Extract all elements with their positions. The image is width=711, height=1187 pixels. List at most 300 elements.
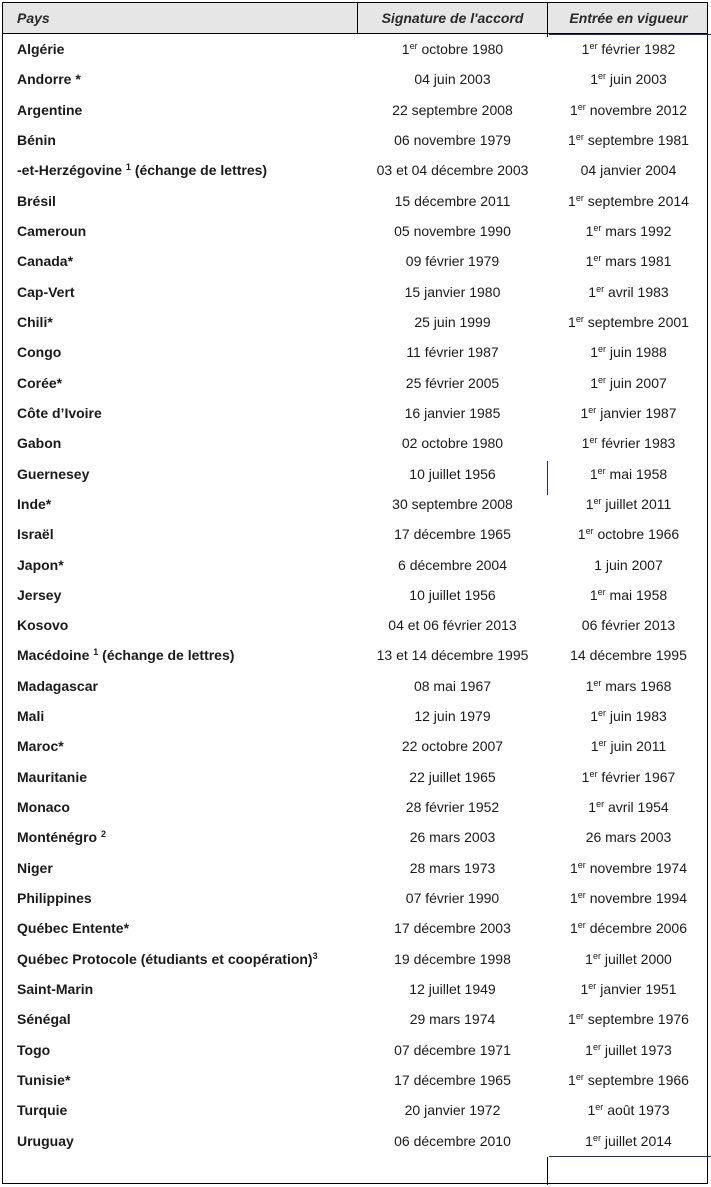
- effective-day: 1: [568, 1072, 576, 1088]
- column-divider-fragment-bottom: [547, 1157, 548, 1185]
- pays-suffix: (échange de lettres): [98, 647, 235, 663]
- cell-signature: [358, 883, 547, 914]
- cell-entree-en-vigueur: [548, 853, 709, 884]
- effective-date: juin 1983: [606, 708, 667, 724]
- signature-date: 25 février 2005: [405, 375, 500, 391]
- cell-signature: [358, 459, 547, 490]
- cell-pays: [17, 307, 53, 338]
- table-row: [3, 974, 707, 1005]
- cell-entree-en-vigueur: [548, 489, 709, 520]
- pays-text: Niger: [17, 860, 53, 876]
- cell-signature: [358, 792, 547, 823]
- cell-signature: [358, 155, 547, 186]
- effective-date: février 1982: [597, 41, 676, 57]
- pays-text: Cap-Vert: [17, 284, 75, 300]
- table-row: [3, 822, 707, 853]
- pays-text: Turquie: [17, 1102, 68, 1118]
- cell-entree-en-vigueur: [548, 610, 709, 641]
- table-row: [3, 1004, 707, 1035]
- cell-entree-en-vigueur: [548, 792, 709, 823]
- signature-date: 19 décembre 1998: [394, 951, 511, 967]
- pays-text: Brésil: [17, 193, 56, 209]
- cell-signature: [358, 913, 547, 944]
- effective-ordinal: er: [593, 496, 602, 506]
- pays-text: Côte d’Ivoire: [17, 405, 102, 421]
- effective-day: 1: [590, 708, 599, 724]
- cell-entree-en-vigueur: [548, 1004, 709, 1035]
- pays-text: Gabon: [17, 435, 62, 451]
- table-row: [3, 216, 707, 247]
- pays-text: Togo: [17, 1042, 51, 1058]
- effective-day: 1: [568, 1011, 576, 1027]
- effective-date: mai 1958: [605, 466, 668, 482]
- cell-pays: [17, 489, 51, 520]
- cell-pays: [17, 368, 62, 399]
- table-row: [3, 428, 707, 459]
- table-row: [3, 64, 707, 95]
- effective-date: novembre 1994: [585, 890, 687, 906]
- table-row: [3, 671, 707, 702]
- table-row: [3, 337, 707, 368]
- signature-date: 25 juin 1999: [414, 314, 491, 330]
- cell-signature: [358, 307, 547, 338]
- cell-pays: [17, 701, 44, 732]
- cell-signature: [358, 580, 547, 611]
- cell-pays: [17, 246, 73, 277]
- table-row: [3, 307, 707, 338]
- table-row: [3, 155, 707, 186]
- cell-entree-en-vigueur: [548, 337, 709, 368]
- cell-signature: [358, 186, 547, 217]
- pays-text: Mali: [17, 708, 45, 724]
- cell-pays: [17, 1126, 74, 1157]
- effective-day: 1: [580, 981, 589, 997]
- effective-ordinal: er: [577, 102, 586, 112]
- cell-signature: [358, 1004, 547, 1035]
- effective-day: 1: [585, 253, 594, 269]
- signature-date: 04 juin 2003: [414, 71, 491, 87]
- effective-ordinal: er: [597, 587, 606, 597]
- effective-date: 1 juin 2007: [594, 557, 663, 573]
- cell-pays: [17, 822, 106, 853]
- pays-text: Madagascar: [17, 678, 98, 694]
- pays-text: Macédoine: [17, 647, 94, 663]
- effective-ordinal: er: [596, 284, 605, 294]
- pays-text: Saint-Marin: [17, 981, 94, 997]
- signature-date: 17 décembre 1965: [394, 526, 511, 542]
- effective-day: 1: [570, 890, 578, 906]
- signature-date: 17 décembre 2003: [394, 920, 511, 936]
- cell-entree-en-vigueur: [548, 307, 709, 338]
- table-row: [3, 883, 707, 914]
- effective-day: 1: [589, 587, 598, 603]
- cell-entree-en-vigueur: [548, 1065, 709, 1096]
- cell-signature: [358, 1035, 547, 1066]
- table-row: [3, 1065, 707, 1096]
- cell-signature: [358, 944, 547, 975]
- cell-pays: [17, 1095, 67, 1126]
- cell-signature: [358, 125, 547, 156]
- effective-day: 1: [568, 132, 576, 148]
- pays-text: Monténégro: [17, 829, 101, 845]
- cell-entree-en-vigueur: [548, 701, 709, 732]
- effective-day: 1: [590, 344, 599, 360]
- signature-date: 05 novembre 1990: [394, 223, 511, 239]
- signature-date: 16 janvier 1985: [404, 405, 501, 421]
- effective-date: janvier 1987: [596, 405, 677, 421]
- pays-text: Japon*: [17, 557, 64, 573]
- effective-date: octobre 1966: [593, 526, 680, 542]
- table-row: [3, 34, 707, 65]
- cell-signature: [358, 1065, 547, 1096]
- pays-text: Algérie: [17, 41, 65, 57]
- agreements-table: [2, 2, 708, 1184]
- effective-ordinal: er: [598, 708, 607, 718]
- cell-pays: [17, 974, 93, 1005]
- effective-date: 04 janvier 2004: [580, 162, 677, 178]
- cell-pays: [17, 1065, 70, 1096]
- effective-day: 1: [581, 41, 590, 57]
- pays-text: Israël: [17, 526, 54, 542]
- effective-date: juillet 1973: [600, 1042, 672, 1058]
- header-divider-1: [357, 3, 358, 33]
- effective-day: 1: [570, 102, 578, 118]
- effective-ordinal: er: [589, 769, 598, 779]
- cell-pays: [17, 944, 318, 975]
- cell-pays: [17, 853, 53, 884]
- cell-signature: [358, 762, 547, 793]
- cell-pays: [17, 155, 267, 186]
- pays-text: Andorre *: [17, 71, 81, 87]
- pays-suffix: (échange de lettres): [130, 162, 268, 178]
- cell-signature: [358, 550, 547, 581]
- effective-day: 1: [580, 405, 589, 421]
- effective-date: août 1973: [603, 1102, 670, 1118]
- effective-ordinal: er: [598, 375, 607, 385]
- effective-day: 1: [568, 193, 576, 209]
- table-row: [3, 731, 707, 762]
- effective-day: 1: [568, 314, 576, 330]
- signature-date: 22 septembre 2008: [392, 102, 513, 118]
- signature-date: 07 décembre 1971: [394, 1042, 511, 1058]
- cell-entree-en-vigueur: [548, 822, 709, 853]
- table-row: [3, 1126, 707, 1157]
- effective-day: 1: [581, 769, 590, 785]
- cell-pays: [17, 337, 61, 368]
- effective-day: 1: [590, 71, 599, 87]
- table-row: [3, 1095, 707, 1126]
- cell-signature: [358, 853, 547, 884]
- table-header: [3, 3, 707, 34]
- effective-date: juin 2011: [606, 738, 667, 754]
- effective-day: 1: [570, 860, 578, 876]
- pays-text: Québec Protocole (étudiants et coopération): [17, 951, 313, 967]
- table-row: [3, 610, 707, 641]
- pays-text: Monaco: [17, 799, 70, 815]
- cell-signature: [358, 610, 547, 641]
- pays-footnote: 2: [101, 829, 107, 839]
- pays-text: Mauritanie: [17, 769, 88, 785]
- cell-pays: [17, 459, 89, 490]
- cell-signature: [358, 1095, 547, 1126]
- cell-signature: [358, 277, 547, 308]
- effective-ordinal: er: [598, 738, 607, 748]
- cell-pays: [17, 277, 75, 308]
- effective-ordinal: er: [575, 193, 584, 203]
- effective-ordinal: er: [575, 132, 584, 142]
- effective-day: 1: [581, 435, 590, 451]
- table-row: [3, 913, 707, 944]
- cell-pays: [17, 1035, 50, 1066]
- effective-ordinal: er: [588, 981, 597, 991]
- signature-date: 28 mars 1973: [409, 860, 496, 876]
- cell-entree-en-vigueur: [548, 550, 709, 581]
- signature-date: 06 décembre 2010: [394, 1133, 511, 1149]
- cell-entree-en-vigueur: [548, 519, 709, 550]
- effective-date: avril 1954: [604, 799, 669, 815]
- pays-text: Inde*: [17, 496, 52, 512]
- signature-ordinal: er: [409, 41, 418, 51]
- table-row: [3, 95, 707, 126]
- effective-date: 06 février 2013: [581, 617, 676, 633]
- pays-text: Bénin: [17, 132, 56, 148]
- cell-signature: [358, 519, 547, 550]
- signature-date: octobre 1980: [417, 41, 504, 57]
- cell-entree-en-vigueur: [548, 186, 709, 217]
- effective-date: mars 1968: [601, 678, 672, 694]
- cell-entree-en-vigueur: [548, 883, 709, 914]
- cell-entree-en-vigueur: [548, 155, 709, 186]
- cell-pays: [17, 550, 64, 581]
- cell-signature: [358, 34, 547, 65]
- cell-signature: [358, 64, 547, 95]
- effective-day: 1: [589, 466, 598, 482]
- signature-date: 20 janvier 1972: [404, 1102, 501, 1118]
- effective-date: septembre 1981: [583, 132, 689, 148]
- effective-ordinal: er: [592, 1133, 601, 1143]
- effective-day: 1: [585, 678, 594, 694]
- effective-day: 1: [588, 799, 597, 815]
- effective-ordinal: er: [593, 678, 602, 688]
- signature-date: 02 octobre 1980: [401, 435, 504, 451]
- effective-ordinal: er: [596, 799, 605, 809]
- table-row: [3, 1035, 707, 1066]
- signature-date: 15 décembre 2011: [394, 193, 511, 209]
- signature-date: 10 juillet 1956: [409, 466, 496, 482]
- cell-pays: [17, 1004, 71, 1035]
- effective-date: avril 1983: [604, 284, 669, 300]
- effective-ordinal: er: [592, 951, 601, 961]
- signature-date: 08 mai 1967: [413, 678, 492, 694]
- cell-signature: [358, 246, 547, 277]
- pays-text: Québec Entente*: [17, 920, 130, 936]
- header-pays: Pays: [17, 10, 50, 26]
- pays-text: -et-Herzégovine: [17, 162, 126, 178]
- effective-date: novembre 2012: [585, 102, 687, 118]
- pays-text: Tunisie*: [17, 1072, 71, 1088]
- effective-date: 14 décembre 1995: [570, 647, 687, 663]
- pays-text: Canada*: [17, 253, 74, 269]
- cell-signature: [358, 428, 547, 459]
- effective-date: juin 1988: [606, 344, 667, 360]
- cell-signature: [358, 731, 547, 762]
- cell-signature: [358, 671, 547, 702]
- effective-ordinal: er: [597, 466, 606, 476]
- cell-entree-en-vigueur: [548, 1126, 709, 1157]
- effective-ordinal: er: [577, 920, 586, 930]
- pays-footnote: 3: [312, 951, 318, 961]
- signature-date: 09 février 1979: [405, 253, 500, 269]
- cell-signature: [358, 1126, 547, 1157]
- table-row: [3, 246, 707, 277]
- effective-date: février 1967: [597, 769, 676, 785]
- cell-signature: [358, 489, 547, 520]
- effective-ordinal: er: [589, 435, 598, 445]
- table-row: [3, 459, 707, 490]
- effective-date: février 1983: [597, 435, 676, 451]
- cell-entree-en-vigueur: [548, 974, 709, 1005]
- effective-ordinal: er: [575, 1011, 584, 1021]
- signature-date: 06 novembre 1979: [394, 132, 511, 148]
- cell-signature: [358, 368, 547, 399]
- effective-date: septembre 2014: [583, 193, 689, 209]
- signature-date: 04 et 06 février 2013: [388, 617, 517, 633]
- signature-date: 15 janvier 1980: [404, 284, 501, 300]
- pays-text: Congo: [17, 344, 62, 360]
- table-row: [3, 762, 707, 793]
- cell-pays: [17, 640, 234, 671]
- cell-signature: [358, 640, 547, 671]
- signature-date: 17 décembre 1965: [394, 1072, 511, 1088]
- effective-date: janvier 1951: [596, 981, 677, 997]
- cell-entree-en-vigueur: [548, 944, 709, 975]
- effective-ordinal: er: [589, 41, 598, 51]
- table-row: [3, 519, 707, 550]
- cell-entree-en-vigueur: [548, 731, 709, 762]
- cell-pays: [17, 519, 54, 550]
- signature-date: 03 et 04 décembre 2003: [376, 162, 529, 178]
- cell-signature: [358, 701, 547, 732]
- signature-day: 1: [401, 41, 410, 57]
- effective-day: 1: [585, 223, 594, 239]
- effective-day: 1: [585, 1042, 593, 1058]
- pays-text: Sénégal: [17, 1011, 71, 1027]
- signature-date: 28 février 1952: [405, 799, 500, 815]
- cell-entree-en-vigueur: [548, 368, 709, 399]
- cell-pays: [17, 610, 68, 641]
- effective-ordinal: er: [585, 526, 594, 536]
- cell-signature: [358, 398, 547, 429]
- cell-entree-en-vigueur: [548, 640, 709, 671]
- cell-signature: [358, 974, 547, 1005]
- cell-entree-en-vigueur: [548, 459, 709, 490]
- cell-entree-en-vigueur: [548, 580, 709, 611]
- effective-day: 1: [577, 526, 586, 542]
- table-row: [3, 580, 707, 611]
- cell-entree-en-vigueur: [548, 671, 709, 702]
- header-signature: Signature de l'accord: [381, 10, 524, 26]
- table-row: [3, 277, 707, 308]
- pays-text: Cameroun: [17, 223, 87, 239]
- cell-entree-en-vigueur: [548, 125, 709, 156]
- signature-date: 11 février 1987: [406, 344, 499, 360]
- signature-date: 6 décembre 2004: [398, 557, 507, 573]
- effective-ordinal: er: [588, 405, 597, 415]
- cell-entree-en-vigueur: [548, 95, 709, 126]
- table-row: [3, 944, 707, 975]
- cell-entree-en-vigueur: [548, 34, 709, 65]
- table-row: [3, 640, 707, 671]
- cell-pays: [17, 580, 61, 611]
- cell-pays: [17, 398, 102, 429]
- pays-text: Argentine: [17, 102, 83, 118]
- effective-date: mars 1981: [601, 253, 672, 269]
- cell-entree-en-vigueur: [548, 1095, 709, 1126]
- cell-signature: [358, 822, 547, 853]
- table-row: [3, 125, 707, 156]
- cell-pays: [17, 428, 61, 459]
- cell-pays: [17, 913, 129, 944]
- cell-entree-en-vigueur: [548, 398, 709, 429]
- effective-day: 1: [590, 375, 599, 391]
- effective-day: 1: [585, 1133, 593, 1149]
- effective-date: 26 mars 2003: [585, 829, 672, 845]
- effective-ordinal: er: [598, 344, 607, 354]
- signature-date: 12 juillet 1949: [409, 981, 496, 997]
- effective-date: septembre 2001: [583, 314, 689, 330]
- pays-text: Guernesey: [17, 466, 90, 482]
- cell-entree-en-vigueur: [548, 428, 709, 459]
- cell-signature: [358, 95, 547, 126]
- effective-date: mars 1992: [601, 223, 672, 239]
- cell-pays: [17, 671, 98, 702]
- effective-ordinal: er: [593, 253, 602, 263]
- cell-pays: [17, 64, 81, 95]
- pays-text: Corée*: [17, 375, 63, 391]
- cell-pays: [17, 731, 64, 762]
- signature-date: 22 octobre 2007: [401, 738, 504, 754]
- cell-pays: [17, 34, 64, 65]
- cell-pays: [17, 792, 70, 823]
- pays-text: Kosovo: [17, 617, 69, 633]
- table-row: [3, 792, 707, 823]
- pays-text: Jersey: [17, 587, 62, 603]
- signature-date: 22 juillet 1965: [409, 769, 496, 785]
- effective-date: décembre 2006: [585, 920, 687, 936]
- cell-pays: [17, 216, 86, 247]
- table-row: [3, 550, 707, 581]
- cell-signature: [358, 337, 547, 368]
- table-row: [3, 368, 707, 399]
- cell-signature: [358, 216, 547, 247]
- cell-pays: [17, 762, 87, 793]
- effective-date: juin 2003: [606, 71, 667, 87]
- pays-text: Chili*: [17, 314, 53, 330]
- signature-date: 26 mars 2003: [409, 829, 496, 845]
- table-row: [3, 701, 707, 732]
- effective-day: 1: [588, 284, 597, 300]
- effective-ordinal: er: [577, 890, 586, 900]
- effective-ordinal: er: [598, 71, 607, 81]
- effective-date: septembre 1976: [583, 1011, 689, 1027]
- effective-date: novembre 1974: [585, 860, 687, 876]
- cell-pays: [17, 883, 92, 914]
- effective-ordinal: er: [577, 860, 586, 870]
- cell-entree-en-vigueur: [548, 216, 709, 247]
- table-row: [3, 186, 707, 217]
- signature-date: 13 et 14 décembre 1995: [376, 647, 529, 663]
- cell-entree-en-vigueur: [548, 246, 709, 277]
